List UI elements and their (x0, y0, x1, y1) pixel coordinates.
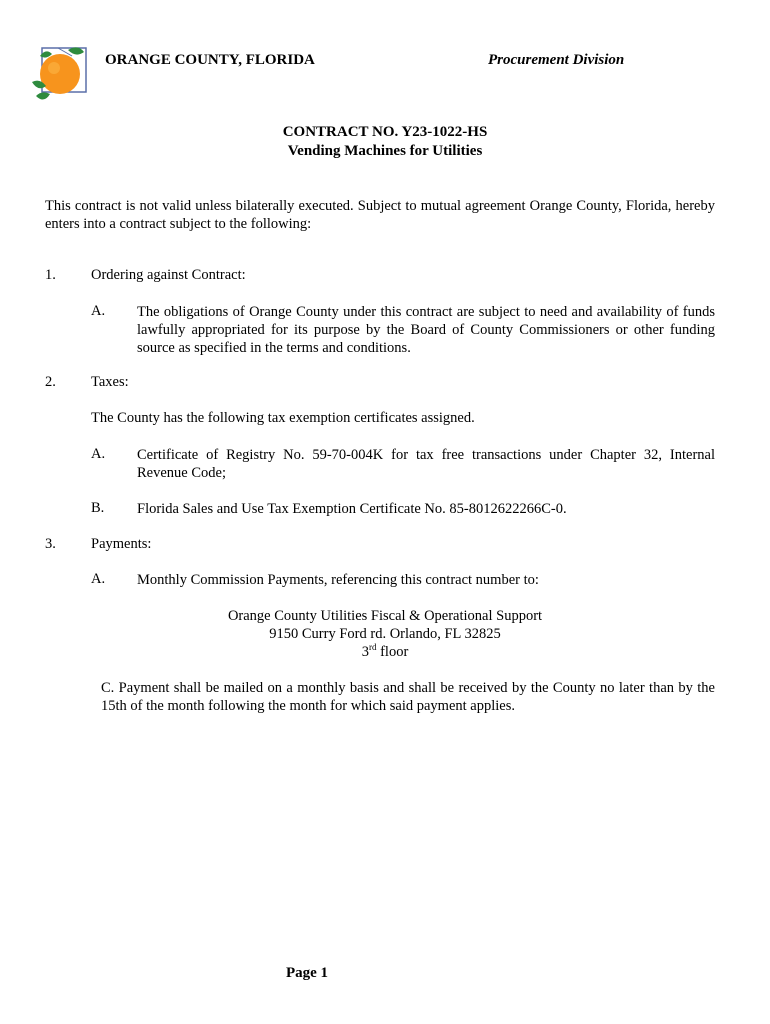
section-3c-text: C. Payment shall be mailed on a monthly basis and shall be received by the County no later than by the 15th of the month following the month for which said payment applies. (101, 680, 715, 714)
section-3a-text: Monthly Commission Payments, referencing this contract number to: (137, 572, 539, 588)
header-org: ORANGE COUNTY, FLORIDA (105, 52, 315, 68)
contract-subject: Vending Machines for Utilities (287, 143, 483, 159)
address-floor (0, 643, 770, 661)
section-2a-text: Certificate of Registry No. 59-70-004K for tax free transactions under Chapter 32, Internal Revenue Code; (137, 447, 715, 481)
section-3-heading: Payments: (91, 536, 152, 552)
contract-number: CONTRACT NO. Y23-1022-HS (282, 124, 488, 140)
intro-paragraph: This contract is not valid unless bilaterally executed. Subject to mutual agreement Orange County, Florida, hereby enters into a contract subject to the following: (45, 198, 715, 232)
section-2-heading: Taxes: (91, 374, 129, 390)
section-3-number: 3. (45, 536, 56, 552)
address-floor-word: floor (376, 644, 409, 660)
section-2b-letter: B. (91, 500, 105, 516)
address-line-1: Orange County Utilities Fiscal & Operational Support (227, 608, 543, 624)
section-2-number: 2. (45, 374, 56, 390)
section-1a-text: The obligations of Orange County under this contract are subject to need and availability of funds lawfully appropriated for its purpose by the Board of County Commissioners or other funding source as specified in the terms and conditions. (137, 304, 715, 356)
section-1a-letter: A. (91, 303, 106, 319)
orange-county-logo (28, 42, 92, 106)
section-2b-text: Florida Sales and Use Tax Exemption Certificate No. 85-8012622266C-0. (137, 501, 567, 517)
section-2-intro: The County has the following tax exemption certificates assigned. (91, 410, 475, 426)
header-division: Procurement Division (488, 52, 625, 68)
page-number: Page 1 (285, 965, 329, 981)
section-2a-letter: A. (91, 446, 106, 462)
address-floor-suffix: rd (368, 642, 377, 653)
address-line-2: 9150 Curry Ford rd. Orlando, FL 32825 (269, 626, 501, 642)
section-1-heading: Ordering against Contract: (91, 267, 246, 283)
address-floor-number: 3 (361, 644, 369, 660)
section-3a-letter: A. (91, 571, 106, 587)
section-1-number: 1. (45, 267, 56, 283)
